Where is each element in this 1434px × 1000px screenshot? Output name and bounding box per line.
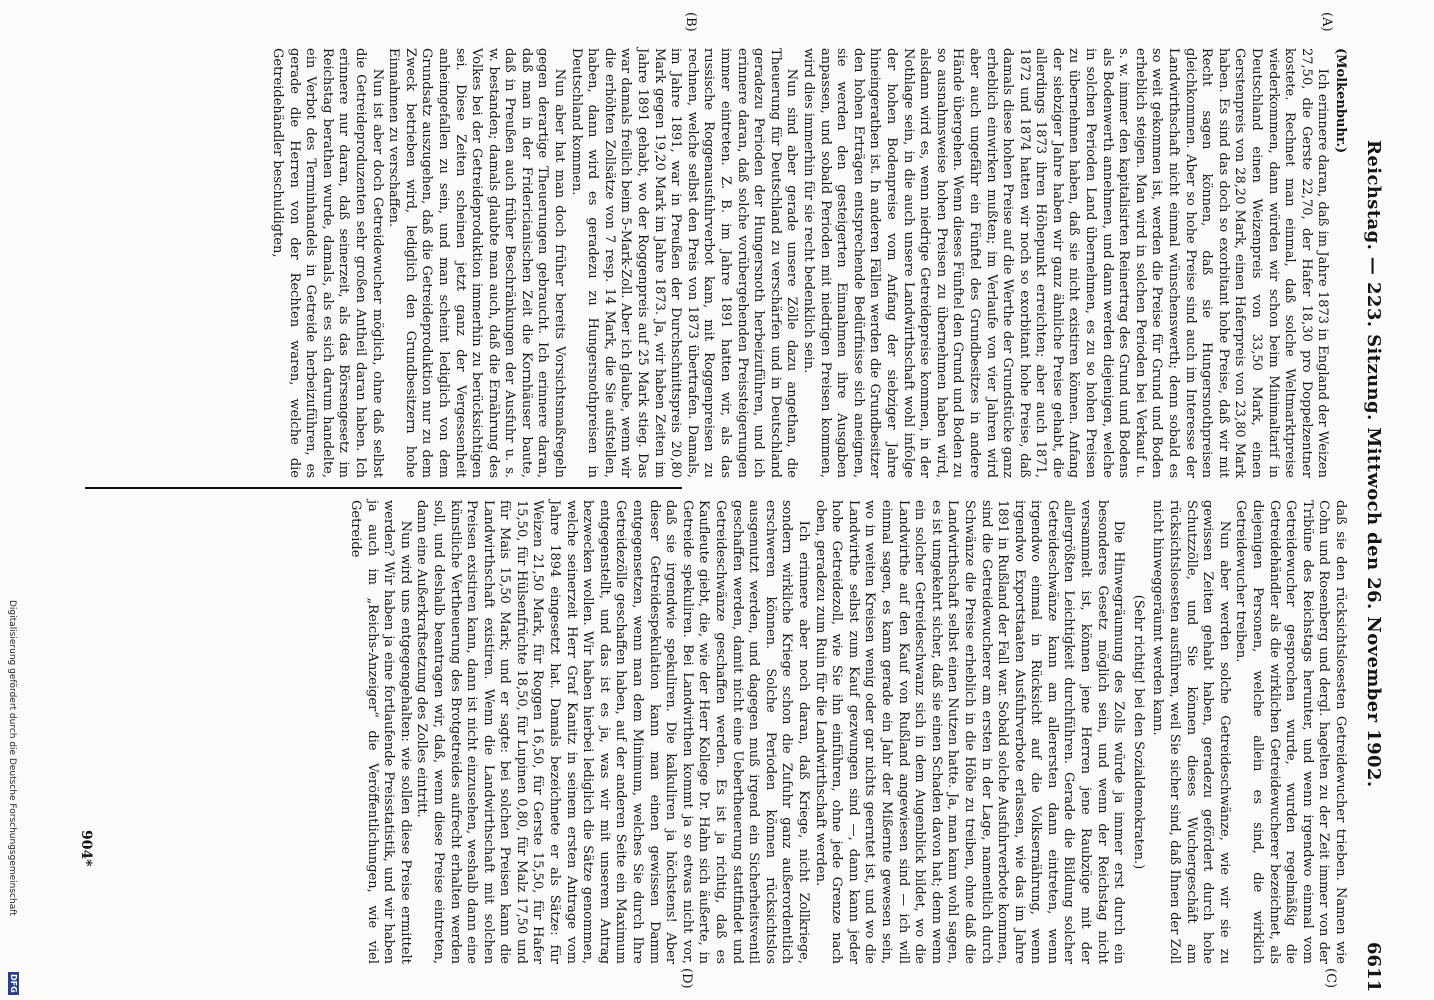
paragraph: Nun wird uns entgegengehalten: wie sollen diese Preise ermittelt werden? Wir haben ja eine fortlaufende Preisstatistik, und wir haben ja auch im „Reichs-Anzeiger“ die Veröffentlichungen, wie viel Getreide [347, 500, 413, 964]
paragraph: Nun aber werden solche Getreideschwänze, wie wir sie zu gewissen Zeiten gehabt haben, geradezu gefördert durch hohe Schutzzölle, und Sie können dieses Wuchergeschäft am rücksichtslosesten ausführen, weil Sie sicher sind, daß Ihnen der Zoll nicht hinweggeräumt werden kann. [1150, 500, 1232, 964]
page-number: 6611 [1363, 942, 1384, 993]
paragraph: Nun ist aber doch Getreidewucher möglich, ohne daß selbst die Getreideproduzenten sehr großen Antheil daran haben. Ich erinnere nur daran, daß seinerzeit, als das Börsengesetz im Reichstag berathen wurde, damals, als es sich darum handelte, ein Verbot des Terminhandels in Getreide herbeizuführen, es gerade die Herren von der Rechten waren, welche die Getreidehändler beschuldigten, [270, 48, 385, 478]
paragraph: Nun aber hat man doch früher bereits Vorsichtsmaßregeln gegen derartige Theuerungen gebraucht. Ich erinnere daran, daß man in der Fridericianischen Zeit die Kornhäuser baute, daß in Preußen auch früher Beschränkungen der Ausfuhr u. s. w. bestanden; damals glaubte man auch, daß die Ernährung des Volkes bei der Getreideproduktion immerhin zu berücksichtigen sei. Diese Zeiten scheinen jetzt ganz der Vergessenheit anheimgefallen zu sein, und man scheint lediglich von dem Grundsatz auszugehen, daß die Getreideproduktion nur zu dem Zweck betrieben wird, lediglich den Grundbesitzern hohe Einnahmen zu verschaffen. [386, 48, 568, 478]
paragraph: Die Hinwegräumung des Zolls würde ja immer erst durch ein besonderes Gesetz möglich sein, und wenn der Reichstag nicht versammelt ist, können jene Herren jene Raubzüge mit der allergrößten Leichtigkeit durchführen. Gerade die Bildung solcher Getreideschwänze kann am allerersten dann eintreten, wenn irgendwo einmal in Rücksicht auf die Volksernährung, wenn irgendwo Exportstaaten Ausfuhrverbote erlassen, wie das im Jahre 1891 in Rußland der Fall war. Sobald solche Ausfuhrverbote kommen, sind die Getreidewucherer am ersten in der Lage, namentlich durch Schwänze die Preise erheblich in die Höhe zu treiben, ohne daß die Landwirthschaft selbst einen Nutzen hatte. Ja, man kann wohl sagen, es ist umgekehrt sicher, daß sie einen Schaden davon hat; denn wenn ein solcher Getreideschwanz sich in dem Augenblick bildet, wo die Landwirthe auf den Kauf von Rußland angewiesen sind — ich will einmal sagen, es kann gerade ein Jahr der Mißernte gewesen sein, wo in weiten Kreisen wenig oder gar nichts geerntet ist, und wo die Landwirthe selbst zum Kauf gezwungen sind —, dann kann jeder hohe Getreidezoll, wie Sie ihn einführen, ohne jede Grenze nach oben, geradezu zum Ruin für die Landwirthschaft werden. [812, 500, 1127, 964]
page-header-title: Reichstag. — 223. Sitzung. Mittwoch den 26. November 1902. [1363, 140, 1384, 788]
dfg-logo-icon: DFG [9, 974, 18, 993]
paragraph: daß sie den rücksichtslosesten Getreidewucher trieben. Namen wie Cohn und Rosenberg und dergl. hagelten zu der Zeit immer von der Tribüne des Reichstags herunter, und wenn irgendwo einmal vom Getreidewucher gesprochen wurde, wurden regelmäßig die Getreidehändler als die wirklichen Getreidewucherer bezeichnet, als diejenigen Personen, welche allein es sind, die wirklich Getreidewucher treiben. [1233, 500, 1348, 964]
margin-marker-d: (D) [679, 968, 694, 989]
paragraph: Ich erinnere daran, daß im Jahre 1873 in England der Weizen 27,50, die Gerste 22,70, der Hafer 18,30 pro Doppelzentner kostete. Rechnet man einmal, daß solche Weltmarktpreise wiederkommen, dann würden wir schon beim Minimaltarif in Deutschland einen Weizenpreis von 33,50 Mark, einen Gerstenpreis von 28,20 Mark, einen Haferpreis von 23,80 Mark haben. Es sind das doch so exorbitant hohe Preise, daß wir mit Recht sagen können, daß sie Hungersnothpreisen gleichkommen. Aber so hohe Preise sind auch im Interesse der Landwirthschaft nicht einmal wünschenswerth; denn sobald es so weit gekommen ist, werden die Preise für Grund und Boden erheblich steigen. Man wird in solchen Perioden bei Verkauf u. s. w. immer den kapitalisirten Reinertrag des Grund und Bodens als Bodenwerth annehmen, und dann werden diejenigen, welche in solchen Perioden Land übernehmen, es zu so hohen Preisen zu übernehmen haben, daß sie nicht existiren können. Anfang der siebziger Jahre haben wir ganz ähnliche Preise gehabt, die allerdings 1873 ihren Höhepunkt erreichten; aber auch 1871, 1872 und 1874 hatten wir noch so exorbitant hohe Preise, daß damals diese hohen Preise auf die Werthe der Grundstücke ganz erheblich einwirken mußten; im Verlaufe von vier Jahren wird aber auch ungefähr ein Fünftel des Grundbesitzes in andere Hände übergehen. Wenn dieses Fünftel den Grund und Boden zu so ausnahmsweise hohen Preisen zu übernehmen haben wird, alsdann wird es, wenn niedrige Getreidepreise kommen, in der Nothlage sein, in die auch unsere Landwirthschaft wohl infolge der hohen Bodenpreise vom Anfang der siebziger Jahre hineingerathen ist. In anderen Fällen werden die Grundbesitzer den hohen Erträgen entsprechende Bedürfnisse sich aneignen, sie werden den gesteigerten Einnahmen ihre Ausgaben anpassen, und sobald Perioden mit niedrigen Preisen kommen, wird dies immerhin für sie recht bedenklich sein. [801, 48, 1331, 478]
margin-marker-b: (B) [683, 12, 698, 32]
margin-marker-a: (A) [1319, 12, 1334, 32]
margin-marker-c: (C) [1323, 968, 1338, 989]
signature-mark: 904* [78, 830, 94, 867]
interjection: (Sehr richtig! bei den Sozialdemokraten.) [1130, 594, 1146, 870]
digitization-note: Digitalisierung gefördert durch die Deutsche Forschungsgemeinschaft [7, 600, 17, 916]
left-text-column [268, 48, 1348, 478]
paragraph: Ich erinnere aber noch daran, daß Kriege, nicht Zollkriege, sondern wirkliche Kriege schon die Zufuhr ganz außerordentlich erschweren können. Solche Perioden können rücksichtslos ausgenutzt werden, und dagegen muß irgend ein Sicherheitsventil geschaffen werden, damit nicht eine Uebertheuerung stattfindet und Getreideschwänze geschaffen werden. Es ist ja richtig, daß es Kaufleute giebt, die, wie der Herr Kollege Dr. Hahn sich äußerte, in Getreide spekuliren. Bei Landwirthen kommt ja so etwas nicht vor, daß sie irgendwie spekuliren. Die kalkuliren ja höchstens! Aber dieser Getreidespekulation kann man einen gewissen Damm entgegensetzen, wenn man dem Minimum, welches Sie durch Ihre Getreidezölle geschaffen haben, auf der anderen Seite ein Maximum entgegenstellt, und das ist es ja, was wir mit unserem Antrag bezwecken wollen. Wir haben hierbei lediglich die Sätze genommen, welche seinerzeit Herr Graf Kanitz in seinem ersten Antrage vom Jahre 1894 eingesetzt hat. Damals bezeichnete er als Sätze: für Weizen 21,50 Mark, für Roggen 16,50, für Gerste 15,50, für Hafer 15,50, für Hülsenfrüchte 18,50, für Lupinen 0,80, für Malz 17,50 und für Mais 15,50 Mark; und er sagte: bei solchen Preisen kann die Landwirthschaft existiren. Wenn die Landwirthschaft mit solchen Preisen existiren kann, dann ist nicht einzusehen, weshalb dann eine künstliche Vertheuerung des Brotgetreides aufrecht erhalten werden soll, und deshalb beantragen wir, daß, wenn diese Preise eintreten, dann eine Außerkraftsetzung des Zolles eintritt. [414, 500, 811, 964]
paragraph: Nun sind aber gerade unsere Zölle dazu angethan, die Theuerung für Deutschland zu verschärfen und in Deutschland geradezu Perioden der Hungersnoth herbeizuführen, und ich erinnere daran, daß solche vorübergehenden Preissteigerungen immer eintreten. Z. B. im Jahre 1891 hatten wir, als das russische Roggenausfuhrverbot kam, mit Roggenpreisen zu rechnen, welche selbst den Preis von 1873 übertrafen. Damals, im Jahre 1891, war in Preußen der Durchschnittspreis 20,80 Mark gegen 19,20 Mark im Jahre 1873. Ja, wir haben Zeiten im Jahre 1891 gehabt, wo der Roggenpreis auf 25 Mark stieg. Das war damals freilich beim 5-Mark-Zoll. Aber ich glaube, wenn wir die erhöhten Zollsätze von 7 resp. 14 Mark, die Sie aufstellen, haben, dann wird es geradezu zu Hungersnothpreisen in Deutschland kommen. [568, 48, 800, 478]
right-text-column [346, 500, 1348, 964]
speaker-name: (Molkenbuhr.) [1333, 48, 1348, 154]
column-divider [85, 487, 682, 489]
